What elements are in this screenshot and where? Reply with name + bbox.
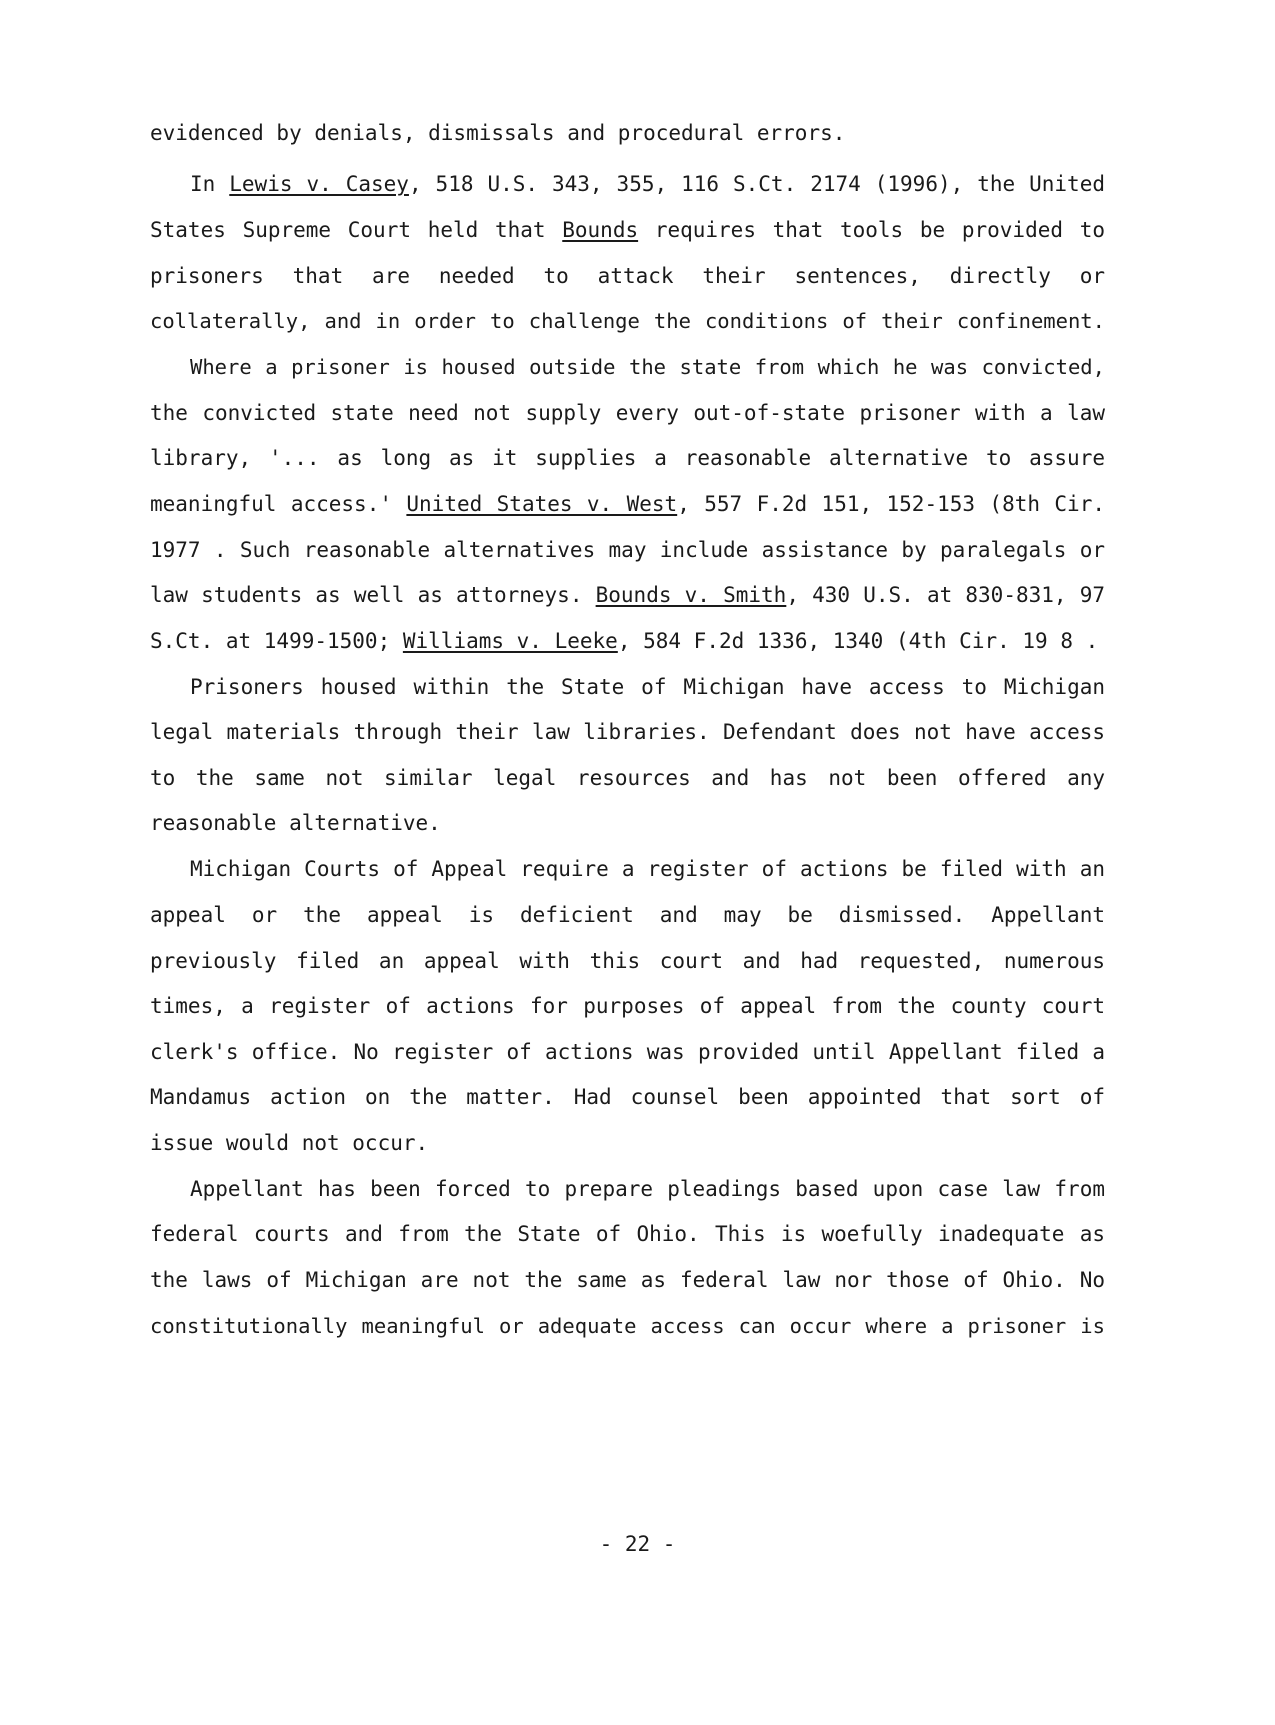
text-run: , 430 U.S. at 830-831, 97 <box>786 583 1105 607</box>
text-run: collaterally, and in order to challenge the conditions of their confinement. <box>150 309 1105 333</box>
text-run: Appellant has been forced to prepare pleadings based upon case law from <box>190 1177 1105 1201</box>
text-run: evidenced by denials, dismissals and procedural errors. <box>150 121 846 145</box>
text-line <box>150 118 1105 148</box>
text-line <box>150 854 1105 884</box>
text-run: Where a prisoner is housed outside the state from which he was convicted, <box>190 355 1105 379</box>
text-run: issue would not occur. <box>150 1131 429 1155</box>
text-run: legal materials through their law libraries. Defendant does not have access <box>150 720 1105 744</box>
text-run: , 518 U.S. 343, 355, 116 S.Ct. 2174 (1996), the United <box>408 172 1105 196</box>
text-run: times, a register of actions for purposes of appeal from the county court <box>150 994 1105 1018</box>
text-line <box>150 808 1105 838</box>
text-run: library, '... as long as it supplies a reasonable alternative to assure <box>150 446 1105 470</box>
text-run: prisoners that are needed to attack their sentences, directly or <box>150 264 1105 288</box>
text-line <box>150 306 1105 336</box>
text-line <box>150 535 1105 565</box>
text-line <box>150 763 1105 793</box>
text-run: In <box>190 172 230 196</box>
case-citation: Williams v. Leeke <box>402 629 618 653</box>
text-line <box>150 900 1105 930</box>
text-line <box>150 672 1105 702</box>
text-run: 1977 . Such reasonable alternatives may include assistance by paralegals or <box>150 538 1105 562</box>
text-run: the laws of Michigan are not the same as federal law nor those of Ohio. No <box>150 1268 1105 1292</box>
text-run: Mandamus action on the matter. Had counsel been appointed that sort of <box>150 1085 1105 1109</box>
text-line <box>150 398 1105 428</box>
text-line <box>150 489 1105 519</box>
page-number: - 22 - <box>599 1532 676 1556</box>
case-citation: Bounds <box>562 218 639 242</box>
text-run: Michigan Courts of Appeal require a register of actions be filed with an <box>190 857 1105 881</box>
text-line <box>150 1311 1105 1341</box>
text-line <box>150 1219 1105 1249</box>
text-run: to the same not similar legal resources and has not been offered any <box>150 766 1105 790</box>
case-citation: Lewis v. Casey <box>229 172 409 196</box>
text-line <box>150 215 1105 245</box>
text-line <box>150 717 1105 747</box>
text-run: the convicted state need not supply every out-of-state prisoner with a law <box>150 401 1105 425</box>
case-citation: Bounds v. Smith <box>595 583 787 607</box>
text-line <box>150 626 1105 656</box>
text-line <box>150 1037 1105 1067</box>
text-run: constitutionally meaningful or adequate access can occur where a prisoner is <box>150 1314 1105 1338</box>
text-run: clerk's office. No register of actions was provided until Appellant filed a <box>150 1040 1105 1064</box>
text-line <box>150 1128 1105 1158</box>
text-run: federal courts and from the State of Ohio. This is woefully inadequate as <box>150 1222 1105 1246</box>
text-line <box>150 261 1105 291</box>
text-run: meaningful access.' <box>150 492 407 516</box>
text-run: , 557 F.2d 151, 152-153 (8th Cir. <box>677 492 1105 516</box>
text-run: reasonable alternative. <box>150 811 441 835</box>
text-line <box>150 169 1105 199</box>
text-run: requires that tools be provided to <box>638 218 1105 242</box>
text-run: S.Ct. at 1499-1500; <box>150 629 403 653</box>
text-line <box>150 443 1105 473</box>
text-line <box>150 580 1105 610</box>
text-run: States Supreme Court held that <box>150 218 563 242</box>
text-run: , 584 F.2d 1336, 1340 (4th Cir. 19 8 . <box>617 629 1099 653</box>
text-run: previously filed an appeal with this court and had requested, numerous <box>150 949 1105 973</box>
text-line <box>150 991 1105 1021</box>
case-citation: United States v. West <box>406 492 678 516</box>
text-run: law students as well as attorneys. <box>150 583 596 607</box>
text-line <box>150 1174 1105 1204</box>
text-line <box>150 352 1105 382</box>
text-line <box>150 946 1105 976</box>
text-line <box>150 1082 1105 1112</box>
text-run: appeal or the appeal is deficient and may be dismissed. Appellant <box>150 903 1105 927</box>
text-line <box>150 1265 1105 1295</box>
text-run: Prisoners housed within the State of Michigan have access to Michigan <box>190 675 1105 699</box>
